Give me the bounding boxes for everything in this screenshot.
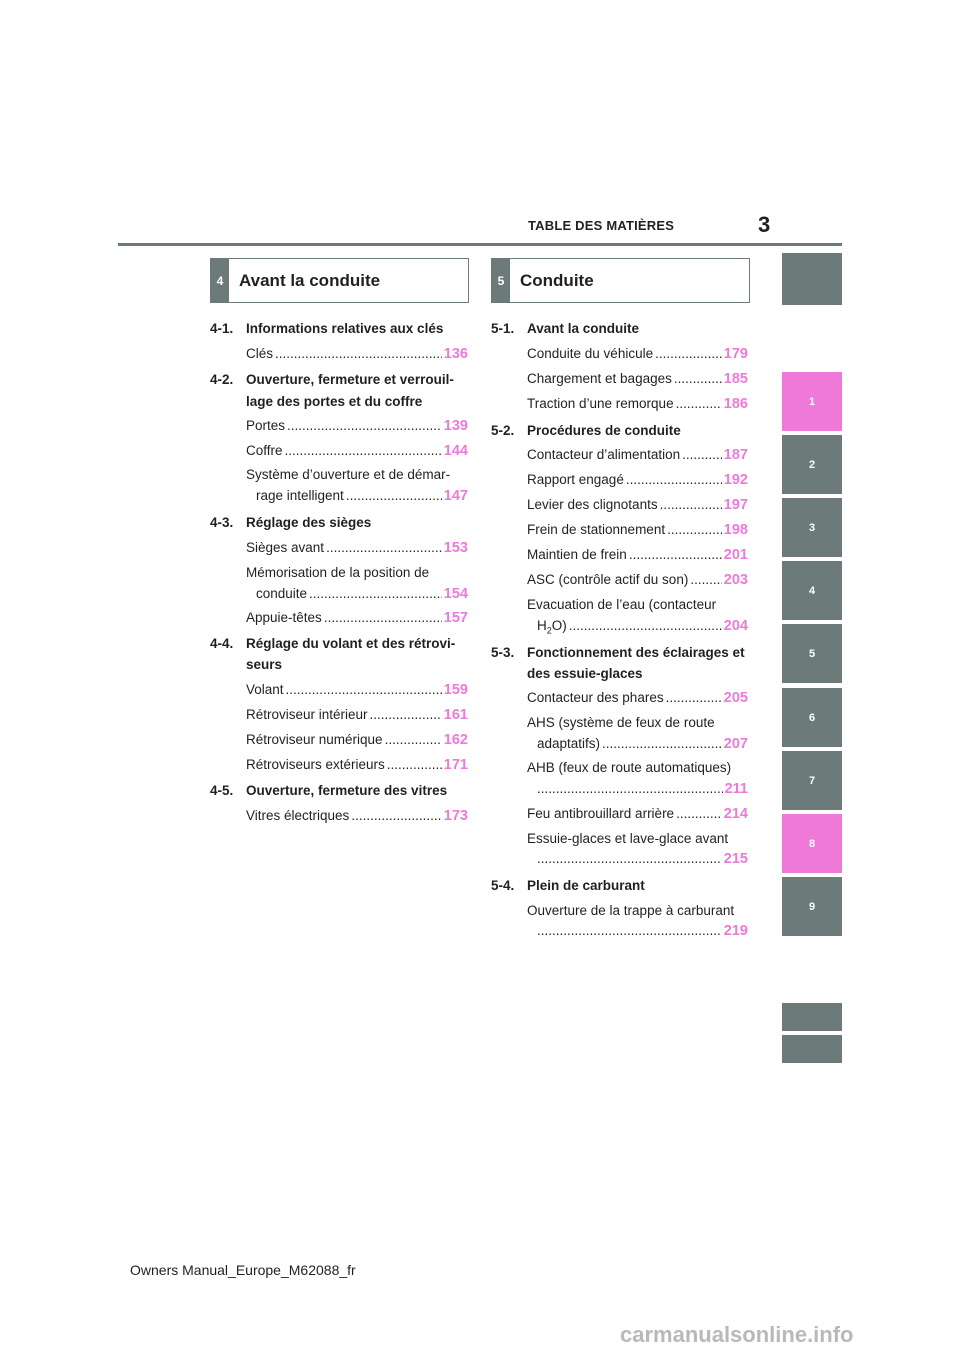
toc-entry[interactable]: [527, 346, 748, 362]
entry-label: Chargement et bagages: [527, 371, 672, 386]
entry-page[interactable]: 201: [723, 547, 748, 563]
entry-page[interactable]: 187: [723, 447, 748, 463]
entry-page[interactable]: 198: [723, 522, 748, 538]
entry-label: conduite: [256, 586, 308, 601]
side-tab-3[interactable]: 3: [782, 498, 842, 557]
entry-label: Rétroviseurs extérieurs: [246, 757, 385, 772]
subsection-title: Informations relatives aux clés: [246, 321, 444, 336]
entry-page[interactable]: 162: [443, 732, 468, 748]
entry-label: Mémorisation de la position de: [246, 565, 430, 580]
toc-entry[interactable]: [256, 488, 468, 504]
entry-label: Essuie-glaces et lave-glace avant: [527, 831, 729, 846]
entry-label: Ouverture de la trappe à carburant: [527, 903, 735, 918]
subsection-number: 5-1.: [491, 321, 515, 336]
entry-page[interactable]: 139: [443, 418, 468, 434]
entry-label: Clés: [246, 346, 274, 361]
entry-page[interactable]: 211: [724, 781, 748, 797]
subsection-number: 4-3.: [210, 515, 234, 530]
toc-entry[interactable]: [527, 472, 748, 488]
entry-label: Traction d’une remorque: [527, 396, 674, 411]
subsection-title: Réglage des sièges: [246, 515, 372, 530]
toc-entry[interactable]: [537, 923, 748, 939]
section-title-5: Conduite: [520, 270, 594, 290]
entry-label: Evacuation de l’eau (contacteur: [527, 597, 717, 612]
entry-page[interactable]: 179: [723, 346, 748, 362]
entry-page[interactable]: 154: [443, 586, 468, 602]
toc-entry[interactable]: [527, 447, 748, 463]
toc-entry[interactable]: [527, 547, 748, 563]
entry-page[interactable]: 136: [443, 346, 468, 362]
toc-entry[interactable]: [246, 610, 468, 626]
toc-entry[interactable]: [527, 396, 748, 412]
toc-entry[interactable]: [246, 682, 468, 698]
toc-entry[interactable]: [527, 690, 748, 706]
watermark: carmanualsonline.info: [620, 1322, 854, 1347]
entry-label: adaptatifs): [537, 736, 601, 751]
side-tab-9[interactable]: 9: [782, 877, 842, 936]
toc-entry[interactable]: [256, 586, 468, 602]
entry-page[interactable]: 186: [723, 396, 748, 412]
entry-page[interactable]: 157: [443, 610, 468, 626]
entry-label: Volant: [246, 682, 284, 697]
entry-label: Rapport engagé: [527, 472, 624, 487]
entry-label: Rétroviseur numérique: [246, 732, 383, 747]
section-header-4: [210, 258, 469, 303]
subsection-title: Fonctionnement des éclairages et: [527, 645, 745, 660]
toc-entry[interactable]: [537, 851, 748, 867]
subsection-number: 5-3.: [491, 645, 515, 660]
side-tab-1[interactable]: 1: [782, 372, 842, 431]
entry-page[interactable]: 153: [443, 540, 468, 556]
toc-entry[interactable]: [537, 781, 748, 797]
header-rule: [118, 243, 842, 246]
entry-label: Sièges avant: [246, 540, 325, 555]
entry-page[interactable]: 144: [443, 443, 468, 459]
side-tab-7[interactable]: 7: [782, 751, 842, 810]
entry-page[interactable]: 161: [443, 707, 468, 723]
section-title-4: Avant la conduite: [239, 270, 381, 290]
section-tab-4: 4: [211, 259, 229, 302]
side-tab-4[interactable]: 4: [782, 561, 842, 620]
side-tab-8[interactable]: 8: [782, 814, 842, 873]
toc-entry[interactable]: [246, 757, 468, 773]
side-tab-index-a[interactable]: [782, 1003, 842, 1031]
entry-page[interactable]: 215: [723, 851, 748, 867]
section-header-5: [491, 258, 750, 303]
subsection-number: 5-4.: [491, 878, 515, 893]
toc-entry[interactable]: [246, 732, 468, 748]
entry-label: Rétroviseur intérieur: [246, 707, 368, 722]
subsection-number: 4-4.: [210, 636, 234, 651]
entry-page[interactable]: 219: [723, 923, 748, 939]
side-tab-5[interactable]: 5: [782, 624, 842, 683]
entry-label: Conduite du véhicule: [527, 346, 654, 361]
side-tab-blank[interactable]: [782, 253, 842, 305]
subsection-title: seurs: [246, 657, 283, 672]
toc-entry[interactable]: [527, 572, 748, 588]
entry-page[interactable]: 204: [723, 618, 748, 634]
toc-entry[interactable]: [527, 806, 748, 822]
entry-label: Coffre: [246, 443, 283, 458]
entry-label: $H_2O$): [537, 618, 567, 636]
toc-entry[interactable]: [537, 618, 748, 636]
toc-entry[interactable]: [527, 371, 748, 387]
entry-page[interactable]: 185: [723, 371, 748, 387]
subsection-number: 5-2.: [491, 423, 515, 438]
toc-entry[interactable]: [246, 707, 468, 723]
entry-label: AHB (feux de route automatiques): [527, 760, 732, 775]
entry-page[interactable]: 173: [443, 808, 468, 824]
entry-label: Vitres électriques: [246, 808, 350, 823]
subsection-title: Ouverture, fermeture des vitres: [246, 783, 448, 798]
entry-page[interactable]: 214: [723, 806, 748, 822]
subsection-title: des essuie-glaces: [527, 666, 643, 681]
entry-label: Contacteur d’alimentation: [527, 447, 681, 462]
toc-entry[interactable]: [527, 497, 748, 513]
section-tab-5: 5: [492, 259, 510, 302]
subsection-title: Avant la conduite: [527, 321, 640, 336]
entry-page[interactable]: 159: [443, 682, 468, 698]
entry-label: Contacteur des phares: [527, 690, 664, 705]
entry-page[interactable]: 171: [443, 757, 468, 773]
toc-entry[interactable]: [537, 736, 748, 752]
subsection-number: 4-5.: [210, 783, 234, 798]
entry-page[interactable]: 207: [723, 736, 748, 752]
entry-label: ASC (contrôle actif du son): [527, 572, 689, 587]
entry-label: Feu antibrouillard arrière: [527, 806, 675, 821]
subsection-title: Plein de carburant: [527, 878, 645, 893]
page-number: 3: [758, 212, 771, 237]
side-tab-index-b[interactable]: [782, 1035, 842, 1063]
entry-label: AHS (système de feux de route: [527, 715, 715, 730]
subsection-title: lage des portes et du coffre: [246, 394, 423, 409]
entry-page[interactable]: 205: [723, 690, 748, 706]
toc-entry[interactable]: [246, 346, 468, 362]
entry-label: Frein de stationnement: [527, 522, 666, 537]
entry-label: rage intelligent: [256, 488, 344, 503]
entry-page[interactable]: 147: [443, 488, 468, 504]
entry-label: Maintien de frein: [527, 547, 627, 562]
side-tab-2[interactable]: 2: [782, 435, 842, 494]
entry-label: Portes: [246, 418, 286, 433]
toc-entry[interactable]: [246, 443, 468, 459]
footer-doc-id: Owners Manual_Europe_M62088_fr: [130, 1262, 356, 1278]
entry-label: Appuie-têtes: [246, 610, 322, 625]
subsection-number: 4-1.: [210, 321, 234, 336]
entry-page[interactable]: 192: [723, 472, 748, 488]
entry-label: Système d’ouverture et de démar-: [246, 467, 451, 482]
header-title: TABLE DES MATIÈRES: [528, 218, 675, 233]
side-tab-6[interactable]: 6: [782, 688, 842, 747]
toc-entry[interactable]: [527, 522, 748, 538]
subsection-title: Procédures de conduite: [527, 423, 681, 438]
toc-entry[interactable]: [246, 418, 468, 434]
entry-label: Levier des clignotants: [527, 497, 658, 512]
subsection-title: Ouverture, fermeture et verrouil-: [246, 372, 454, 387]
toc-entry[interactable]: [246, 808, 468, 824]
subsection-number: 4-2.: [210, 372, 234, 387]
entry-page[interactable]: 203: [723, 572, 748, 588]
entry-page[interactable]: 197: [723, 497, 748, 513]
toc-entry[interactable]: [246, 540, 468, 556]
subsection-title: Réglage du volant et des rétrovi-: [246, 636, 456, 651]
